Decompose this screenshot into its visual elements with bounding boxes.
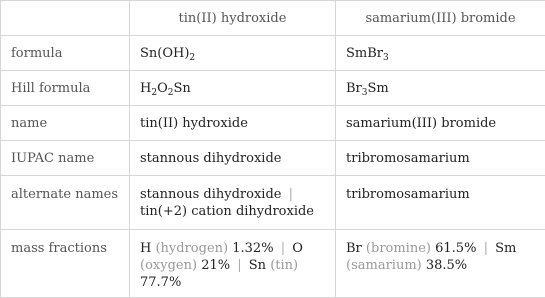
element-name: (samarium): [346, 258, 422, 273]
hill-part: Sm: [368, 81, 389, 96]
table-row-name: [1, 106, 545, 141]
mass-fraction-value: 38.5%: [426, 258, 467, 273]
alternate-names-samarium-bromide: tribromosamarium: [336, 176, 545, 230]
row-label-hill-formula: Hill formula: [1, 71, 130, 106]
formula-tin-hydroxide: [130, 36, 336, 71]
header-row: [1, 1, 545, 36]
mass-fractions-samarium-bromide: [336, 230, 545, 298]
separator: |: [481, 241, 491, 256]
mass-fraction-value: 21%: [201, 258, 230, 273]
formula-samarium-bromide: [336, 36, 545, 71]
alternate-name: tin(+2) cation dihydroxide: [140, 204, 314, 219]
element-symbol: Sm: [495, 241, 516, 256]
element-symbol: H: [140, 241, 151, 256]
row-label-alternate-names: alternate names: [1, 176, 130, 230]
separator: |: [278, 241, 288, 256]
corner-cell: [1, 1, 130, 36]
table-row-iupac-name: [1, 141, 545, 176]
alternate-name: stannous dihydroxide: [140, 187, 281, 202]
formula-text: Sn(OH): [140, 46, 189, 61]
hill-subscript: 3: [362, 88, 368, 98]
hill-formula-samarium-bromide: [336, 71, 545, 106]
hill-subscript: 2: [151, 88, 157, 98]
table-row-alternate-names: [1, 176, 545, 230]
column-header-samarium-bromide: samarium(III) bromide: [336, 1, 545, 36]
row-label-mass-fractions: mass fractions: [1, 230, 130, 298]
row-label-formula: formula: [1, 36, 130, 71]
mass-fraction-value: 1.32%: [232, 241, 273, 256]
hill-part: Br: [346, 81, 362, 96]
element-name: (hydrogen): [155, 241, 228, 256]
hill-part: O: [157, 81, 168, 96]
element-name: (bromine): [366, 241, 431, 256]
row-label-name: name: [1, 106, 130, 141]
row-label-iupac-name: IUPAC name: [1, 141, 130, 176]
mass-fractions-tin-hydroxide: [130, 230, 336, 298]
name-samarium-bromide: samarium(III) bromide: [336, 106, 545, 141]
alternate-names-tin-hydroxide: [130, 176, 336, 230]
separator: |: [286, 187, 296, 202]
table-row-hill-formula: [1, 71, 545, 106]
element-name: (oxygen): [140, 258, 197, 273]
name-tin-hydroxide: tin(II) hydroxide: [130, 106, 336, 141]
formula-subscript: 2: [189, 53, 195, 63]
iupac-samarium-bromide: tribromosamarium: [336, 141, 545, 176]
hill-part: H: [140, 81, 151, 96]
element-symbol: Sn: [249, 258, 266, 273]
hill-subscript: 2: [168, 88, 174, 98]
hill-formula-tin-hydroxide: [130, 71, 336, 106]
formula-text: SmBr: [346, 46, 383, 61]
formula-subscript: 3: [383, 53, 389, 63]
element-name: (tin): [270, 258, 298, 273]
mass-fraction-value: 77.7%: [140, 275, 181, 290]
column-header-tin-hydroxide: tin(II) hydroxide: [130, 1, 336, 36]
table-row-mass-fractions: [1, 230, 545, 298]
element-symbol: O: [292, 241, 303, 256]
separator: |: [234, 258, 244, 273]
mass-fraction-value: 61.5%: [435, 241, 476, 256]
element-symbol: Br: [346, 241, 362, 256]
iupac-tin-hydroxide: stannous dihydroxide: [130, 141, 336, 176]
hill-part: Sn: [173, 81, 190, 96]
table-row-formula: [1, 36, 545, 71]
